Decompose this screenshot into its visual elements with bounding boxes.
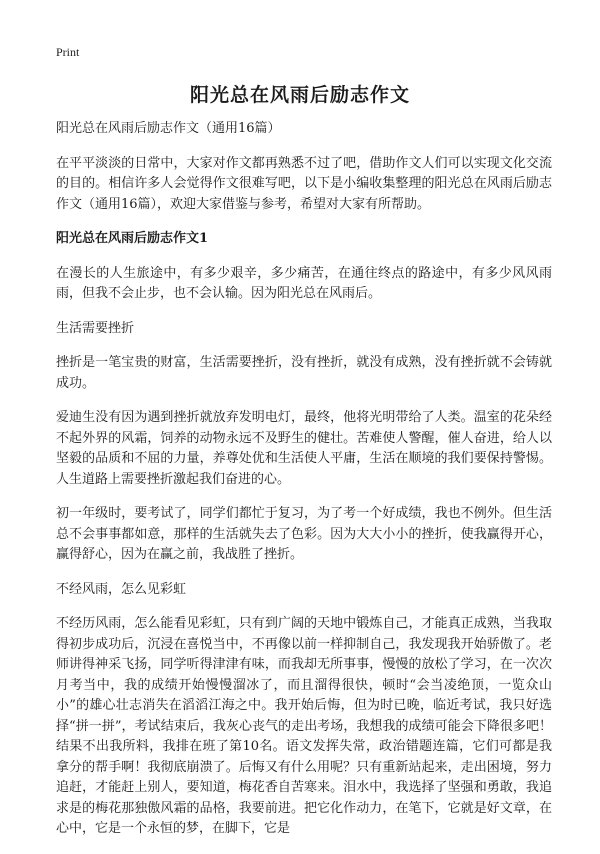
- page-title: 阳光总在风雨后励志作文: [189, 84, 410, 106]
- paragraph: 挫折是一笔宝贵的财富，生活需要挫折，没有挫折，就没有成熟，没有挫折就不会铸就成功。: [56, 355, 552, 391]
- intro-paragraph: 在平平淡淡的日常中，大家对作文都再熟悉不过了吧，借助作文人们可以实现文化交流的目的。相信许多人会觉得作文很难写吧，以下是小编收集整理的阳光总在风雨后励志作文（通用16篇），欢迎大家借鉴与参考，希望对大家有所帮助。: [56, 155, 552, 212]
- essay-heading: 阳光总在风雨后励志作文1: [56, 231, 209, 246]
- section-heading: 生活需要挫折: [56, 320, 135, 336]
- print-label: Print: [56, 45, 80, 59]
- paragraph: 不经历风雨，怎么能看见彩虹，只有到广阔的天地中锻炼自己，才能真正成熟，当我取得初步成功后，沉浸在喜悦当中，不再像以前一样抑制自己，我发现我开始骄傲了。老师讲得神采飞扬，同学听得津津有味，而我却无所事事，慢慢的放松了学习，在一次次月考当中，我的成绩开始慢慢溜冰了，而且溜得很快，顿时“会当凌绝顶，一览众山小”的雄心壮志消失在滔滔江海之中。我开始后悔，但为时已晚，临近考试，我只好选择“拼一拼”，考试结束后，我灰心丧气的走出考场，我想我的成绩可能会下降很多吧！结果不出我所料，我排在班了第10名。语文发挥失常，政治错题连篇，它们可都是我拿分的帮手啊！我彻底崩溃了。后悔又有什么用呢？只有重新站起来，走出困境，努力追赶，才能赶上别人，要知道，梅花香自苦寒来。泪水中，我选择了坚强和勇敢，我追求是的梅花那独傲风霜的品格，我要前进。把它化作动力，在笔下，它就是好文章，在心中，它是一个永恒的梦，在脚下，它是: [56, 616, 552, 836]
- paragraph: 在漫长的人生旅途中，有多少艰辛，多少痛苦，在通往终点的路途中，有多少风风雨雨，但我不会止步，也不会认输。因为阳光总在风雨后。: [56, 265, 552, 301]
- article-body: [56, 119, 552, 854]
- paragraph: 爱迪生没有因为遇到挫折就放弃发明电灯，最终，他将光明带给了人类。温室的花朵经不起外界的风霜，饲养的动物永远不及野生的健壮。苦难使人警醒，催人奋进，给人以坚毅的品质和不屈的力量，养尊处优和生活使人平庸，生活在顺境的我们要保持警惕。人生道路上需要挫折激起我们奋进的心。: [56, 410, 552, 487]
- section-heading: 不经风雨，怎么见彩虹: [56, 581, 187, 597]
- article-subtitle: 阳光总在风雨后励志作文（通用16篇）: [56, 121, 281, 136]
- paragraph: 初一年级时，要考试了，同学们都忙于复习，为了考一个好成绩，我也不例外。但生活总不会事事都如意，那样的生活就失去了色彩。因为大大小小的挫折，使我赢得开心，赢得舒心，因为在赢之前，我战胜了挫折。: [56, 506, 552, 562]
